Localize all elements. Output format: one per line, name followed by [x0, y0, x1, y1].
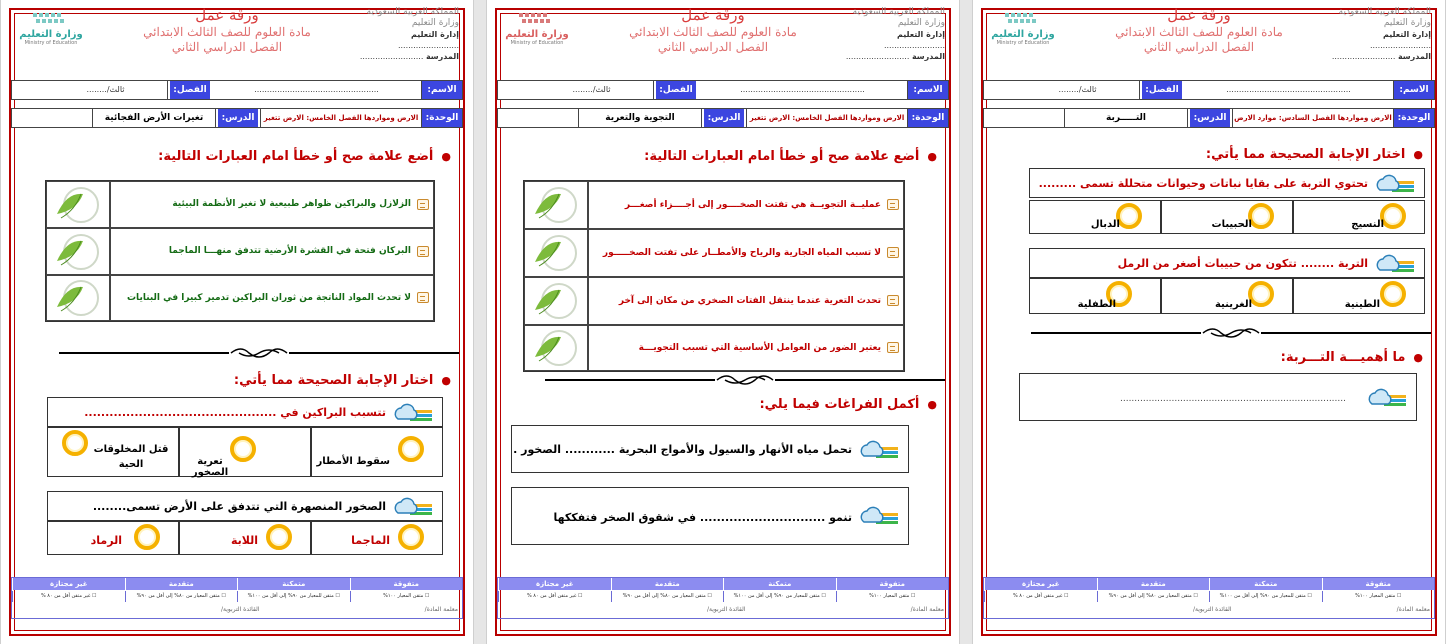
grade-desc[interactable]: ☐ غير متقن أقل من ٨٠ % — [12, 591, 125, 602]
kingdom-seal: المملكة العربية السعودية — [852, 7, 945, 17]
ministry-logo — [11, 11, 91, 46]
arrow-icon — [887, 247, 899, 258]
school-label: المدرسة — [1397, 52, 1431, 61]
unit-value: الارض ومواردها الفصل السادس: موارد الارض — [1232, 109, 1394, 127]
unit-row — [11, 108, 463, 128]
statement-text: لا تحدث المواد الناتجة من ثوران البراكين تدمير كبيرا في البنايات — [127, 292, 411, 303]
q1-heading-text: أضع علامة صح أو خطأ امام العبارات التالية: — [158, 149, 434, 164]
q1-heading-text: اختار الإجابة الصحيحة مما يأتي: — [1205, 147, 1406, 162]
bullet-icon: ● — [927, 150, 937, 163]
worksheet-title: ورقة عمل — [195, 6, 259, 24]
question-1b — [1029, 248, 1425, 278]
page-content — [11, 5, 463, 636]
teacher-label: معلمة المادة/ — [424, 606, 458, 613]
statement-row — [110, 275, 434, 321]
name-field[interactable]: ................................................. — [1184, 81, 1394, 99]
option-2b-1[interactable] — [311, 521, 443, 555]
name-row — [11, 80, 463, 100]
true-false-table — [523, 180, 905, 372]
option-1b-3[interactable] — [1029, 278, 1161, 314]
option-2a-2[interactable] — [179, 427, 311, 477]
arrow-icon — [887, 295, 899, 306]
option-label: الطينية — [1344, 299, 1380, 310]
page-2-worksheet-weathering — [486, 0, 960, 644]
true-false-table — [45, 180, 435, 322]
subject-title: مادة العلوم للصف الثالث الابتدائي — [143, 25, 311, 39]
ministry-logo-icon — [517, 11, 557, 29]
answer-circle-icon[interactable] — [1380, 281, 1406, 307]
class-field[interactable]: ثالث/........ — [1016, 81, 1140, 99]
q2-heading — [234, 373, 451, 388]
option-2b-3[interactable] — [47, 521, 179, 555]
page-1-worksheet-sudden-changes — [0, 0, 474, 644]
answer-circle-icon[interactable] — [266, 524, 292, 550]
q2-heading-text: اختار الإجابة الصحيحة مما يأتي: — [233, 373, 434, 388]
option-1a-1[interactable] — [1293, 200, 1425, 234]
grade-header: متمكنة — [237, 578, 350, 590]
school-label: المدرسة — [911, 52, 945, 61]
admin-label: إدارة التعليم — [896, 30, 945, 39]
name-label: الاسم: — [422, 81, 462, 99]
q1-heading-text: أضع علامة صح أو خطأ امام العبارات التالية: — [644, 149, 920, 164]
q1-heading — [644, 149, 937, 164]
answer-circle-icon[interactable] — [398, 436, 424, 462]
grade-desc[interactable]: ☐ متقن المعيار من ٨٠% إلى أقل من ٩٠% — [125, 591, 238, 602]
q1-heading — [158, 149, 451, 164]
arrow-icon — [417, 292, 429, 303]
option-1a-3[interactable] — [1029, 200, 1161, 234]
ornament-divider — [59, 345, 459, 361]
grade-desc[interactable]: ☐ متقن للمعيار من ٩٠% إلى أقل من ١٠٠% — [237, 591, 350, 602]
answer-lines[interactable]: ............................................................................... — [1119, 394, 1346, 404]
statement-text: لا تسبب المياه الجارية والرياح والأمطــار على تفتت الصخـــــور — [602, 247, 881, 258]
bullet-icon: ● — [441, 374, 451, 387]
header-title — [587, 5, 839, 55]
q2-heading-text: ما أهميـــة التـــربة: — [1280, 350, 1406, 365]
grade-header: متمكنة — [1209, 578, 1322, 590]
arrow-icon — [887, 199, 899, 210]
cloud-icon — [1366, 386, 1408, 410]
option-label: الطفلية — [1077, 299, 1116, 310]
grade-desc[interactable]: ☐ متقن للمعيار من ٩٠% إلى أقل من ١٠٠% — [1209, 591, 1322, 602]
grade-header: متقدمة — [1097, 578, 1210, 590]
grade-value: ثالث/ — [106, 85, 125, 94]
name-label: الاسم: — [1394, 81, 1434, 99]
leader-label: القائدة التربوية/ — [220, 606, 260, 613]
option-label: النسيج — [1351, 219, 1384, 230]
name-field[interactable]: ................................................. — [698, 81, 908, 99]
answer-cell[interactable] — [524, 181, 588, 229]
q2-heading — [759, 397, 937, 412]
leaf-icon — [529, 280, 583, 322]
worksheet-title: ورقة عمل — [1167, 6, 1231, 24]
arrow-icon — [417, 199, 429, 210]
question-1a — [1029, 168, 1425, 198]
answer-circle-icon[interactable] — [62, 430, 88, 456]
leader-label: القائدة التربوية/ — [706, 606, 746, 613]
logo-arabic: وزارة التعليم — [505, 29, 569, 40]
logo-arabic: وزارة التعليم — [19, 29, 83, 40]
bullet-icon: ● — [441, 150, 451, 163]
leader-label: القائدة التربوية/ — [1192, 606, 1232, 613]
answer-cell[interactable] — [524, 277, 588, 325]
teacher-label: معلمة المادة/ — [910, 606, 944, 613]
option-label: تعرية الصخور — [191, 456, 229, 478]
question-2b — [47, 491, 443, 521]
question-1a-text: تحتوي التربة على بقايا نباتات وحيوانات متحللة تسمى ......... — [1038, 177, 1368, 190]
answer-circle-icon[interactable] — [398, 524, 424, 550]
class-label: الفصل: — [656, 81, 696, 99]
bullet-icon: ● — [1413, 351, 1423, 364]
statement-text: عمليــة التجويــة هي تفتت الصخــــور إلى أجــــزاء أصغـــر — [624, 199, 881, 210]
question-2-box — [1019, 373, 1417, 421]
kingdom-sub: وزارة التعليم — [897, 18, 945, 28]
unit-label: الوحدة: — [1394, 109, 1434, 127]
kingdom-seal: المملكة العربية السعودية — [366, 7, 459, 17]
statement-text: يعتبر الضور من العوامل الأساسية التي تسبب التجويـــة — [638, 342, 881, 353]
arrow-icon — [417, 246, 429, 257]
leaf-icon — [529, 232, 583, 274]
lesson-value: التجوية والتعرية — [578, 109, 702, 127]
term-title: الفصل الدراسي الثاني — [657, 40, 769, 54]
grade-table — [497, 577, 949, 619]
answer-cell[interactable] — [46, 275, 110, 321]
kingdom-sub: وزارة التعليم — [1383, 18, 1431, 28]
option-label: الماجما — [351, 534, 390, 547]
name-field[interactable]: ................................................. — [212, 81, 422, 99]
ornament-divider — [545, 372, 945, 388]
header-right-block: المملكة العربية السعودية وزارة التعليم إدارة التعليم ........................ المدرسة ......................... — [1331, 7, 1431, 61]
fill-question-2-text[interactable]: تنمو .............................. في شقوق الصخر فتفككها — [553, 511, 852, 524]
leaf-icon — [51, 184, 105, 226]
lesson-label: الدرس: — [1190, 109, 1230, 127]
class-field[interactable]: ثالث/........ — [44, 81, 168, 99]
question-2b-text: الصخور المنصهرة التي تتدفق على الأرض تسمى........ — [92, 500, 386, 513]
grade-desc[interactable]: ☐ متقن المعيار ١٠٠% — [350, 591, 463, 602]
grade-header: متقدمة — [125, 578, 238, 590]
admin-label: إدارة التعليم — [410, 30, 459, 39]
bullet-icon: ● — [927, 398, 937, 411]
grade-desc[interactable]: ☐ غير متقن أقل من ٨٠ % — [984, 591, 1097, 602]
grade-desc[interactable]: ☐ متقن المعيار من ٨٠% إلى أقل من ٩٠% — [1097, 591, 1210, 602]
bullet-icon: ● — [1413, 148, 1423, 161]
logo-english: Ministry of Education — [510, 40, 564, 46]
statement-row — [588, 181, 904, 229]
ornament-divider — [1031, 325, 1431, 341]
question-2a-text: تتسبب البراكين في .............................................. — [84, 406, 386, 419]
statement-row — [588, 229, 904, 277]
logo-english: Ministry of Education — [996, 40, 1050, 46]
answer-cell[interactable] — [46, 228, 110, 275]
teacher-label: معلمة المادة/ — [1396, 606, 1430, 613]
grade-header: متفوقة — [836, 578, 949, 590]
question-1b-text: التربة ........ تتكون من حبيبات أصغر من الرمل — [1117, 257, 1368, 270]
q2-heading — [1281, 350, 1423, 365]
fill-question-2 — [511, 487, 909, 545]
page-3-worksheet-soil — [972, 0, 1446, 644]
grade-desc[interactable]: ☐ متقن المعيار ١٠٠% — [1322, 591, 1435, 602]
grade-value: ثالث/ — [592, 85, 611, 94]
grade-header: متقدمة — [611, 578, 724, 590]
unit-label: الوحدة: — [908, 109, 948, 127]
term-title: الفصل الدراسي الثاني — [1143, 40, 1255, 54]
kingdom-sub: وزارة التعليم — [411, 18, 459, 28]
grade-header: غير مجتازة — [984, 578, 1097, 590]
grade-desc[interactable]: ☐ متقن للمعيار من ٩٠% إلى أقل من ١٠٠% — [723, 591, 836, 602]
ministry-logo-icon — [1003, 11, 1043, 29]
question-2a — [47, 397, 443, 427]
option-label: الرماد — [90, 534, 122, 547]
term-title: الفصل الدراسي الثاني — [171, 40, 283, 54]
grade-header: غير مجتازة — [498, 578, 611, 590]
ministry-logo — [983, 11, 1063, 46]
option-1a-2[interactable] — [1161, 200, 1293, 234]
lesson-label: الدرس: — [218, 109, 258, 127]
ministry-logo — [497, 11, 577, 46]
answer-cell[interactable] — [524, 229, 588, 277]
name-label: الاسم: — [908, 81, 948, 99]
option-2b-2[interactable] — [179, 521, 311, 555]
option-2a-1[interactable] — [311, 427, 443, 477]
logo-english: Ministry of Education — [24, 40, 78, 46]
option-label: اللابة — [230, 534, 258, 547]
unit-value: الارض ومواردها الفصل الخامس: الارض تتغير — [746, 109, 908, 127]
option-label: الحبيبات — [1211, 219, 1252, 230]
option-label: سقوط الأمطار — [316, 456, 390, 467]
kingdom-seal: المملكة العربية السعودية — [1338, 7, 1431, 17]
answer-circle-icon[interactable] — [134, 524, 160, 550]
unit-row — [983, 108, 1435, 128]
option-1b-2[interactable] — [1161, 278, 1293, 314]
header-right-block: المملكة العربية السعودية وزارة التعليم إدارة التعليم ........................ المدرسة ......................... — [359, 7, 459, 61]
logo-arabic: وزارة التعليم — [991, 29, 1055, 40]
grade-header: غير مجتازة — [12, 578, 125, 590]
unit-label: الوحدة: — [422, 109, 462, 127]
fill-question-1-text[interactable]: تحمل مياه الأنهار والسيول والأمواج البحرية ............ الصخور . — [513, 443, 852, 456]
arrow-icon — [887, 342, 899, 353]
lesson-value: تغيرات الأرض الفجائية — [92, 109, 216, 127]
answer-cell[interactable] — [46, 181, 110, 228]
q1-heading — [1206, 147, 1423, 162]
class-field[interactable]: ثالث/........ — [530, 81, 654, 99]
name-row — [983, 80, 1435, 100]
grade-value: ثالث/ — [1078, 85, 1097, 94]
grade-desc[interactable]: ☐ متقن المعيار ١٠٠% — [836, 591, 949, 602]
grade-table — [11, 577, 463, 619]
header-title — [101, 5, 353, 55]
option-label: الغرينية — [1214, 299, 1252, 310]
page-content — [497, 5, 949, 636]
leaf-icon — [529, 327, 583, 369]
statement-text: الزلازل والبراكين ظواهر طبيعية لا تغير الأنظمة البيئية — [172, 199, 411, 209]
grade-table — [983, 577, 1435, 619]
grade-header: متفوقة — [350, 578, 463, 590]
class-label: الفصل: — [1142, 81, 1182, 99]
grade-header: متفوقة — [1322, 578, 1435, 590]
option-label: الدبال — [1090, 219, 1120, 230]
leaf-icon — [51, 231, 105, 273]
worksheet-title: ورقة عمل — [681, 6, 745, 24]
leaf-icon — [529, 184, 583, 226]
page-content — [983, 5, 1435, 636]
leaf-icon — [51, 277, 105, 319]
unit-value: الارض ومواردها الفصل الخامس: الارض تتغير — [260, 109, 422, 127]
lesson-label: الدرس: — [704, 109, 744, 127]
q2-heading-text: أكمل الفراغات فيما يلي: — [759, 397, 920, 412]
option-1b-1[interactable] — [1293, 278, 1425, 314]
school-label: المدرسة — [425, 52, 459, 61]
unit-row — [497, 108, 949, 128]
subject-title: مادة العلوم للصف الثالث الابتدائي — [1115, 25, 1283, 39]
statement-text: البركان فتحة في القشرة الأرضية تتدفق منهـــا الماجما — [168, 246, 411, 256]
grade-header: متمكنة — [723, 578, 836, 590]
ministry-logo-icon — [31, 11, 71, 29]
lesson-value: التـــــربة — [1064, 109, 1188, 127]
grade-desc[interactable]: ☐ غير متقن أقل من ٨٠ % — [498, 591, 611, 602]
header — [497, 5, 949, 73]
statement-text: تحدث التعرية عندما ينتقل الفتات الصخري من مكان إلى آخر — [618, 295, 881, 306]
admin-label: إدارة التعليم — [1382, 30, 1431, 39]
option-2a-3[interactable] — [47, 427, 179, 477]
statement-row — [110, 228, 434, 275]
header — [11, 5, 463, 73]
header-right-block: المملكة العربية السعودية وزارة التعليم إدارة التعليم ........................ المدرسة ......................... — [845, 7, 945, 61]
statement-row — [588, 325, 904, 371]
name-row — [497, 80, 949, 100]
option-label: قتل المخلوقات الحية — [93, 444, 169, 470]
header-title — [1073, 5, 1325, 55]
fill-question-1 — [511, 425, 909, 473]
subject-title: مادة العلوم للصف الثالث الابتدائي — [629, 25, 797, 39]
statement-row — [588, 277, 904, 325]
answer-cell[interactable] — [524, 325, 588, 371]
header — [983, 5, 1435, 73]
class-label: الفصل: — [170, 81, 210, 99]
grade-desc[interactable]: ☐ متقن المعيار من ٨٠% إلى أقل من ٩٠% — [611, 591, 724, 602]
statement-row — [110, 181, 434, 228]
